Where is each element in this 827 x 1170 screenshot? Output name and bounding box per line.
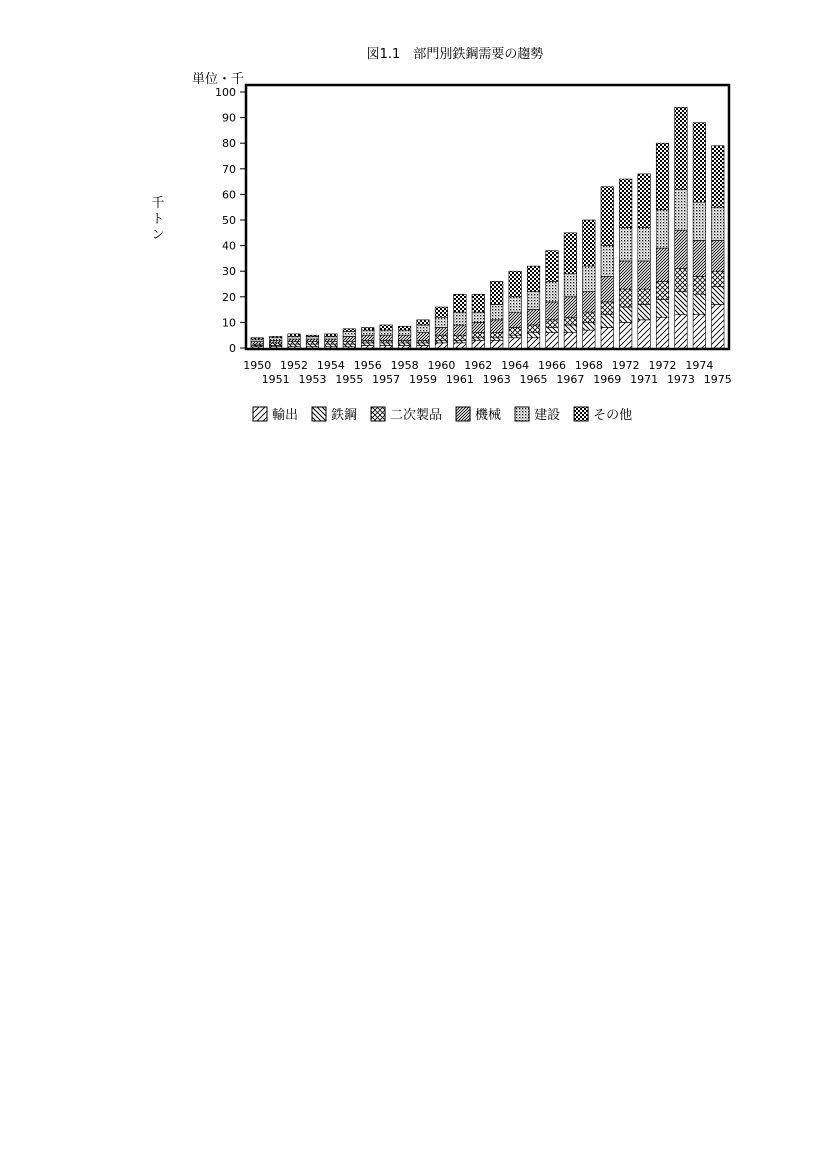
x-tick-label: 1968 [574, 359, 603, 372]
bar-segment [546, 328, 559, 333]
bar-stack-1960 [435, 307, 448, 348]
x-tick-label: 1950 [243, 359, 272, 372]
bar-stack-1970 [619, 179, 632, 348]
legend-swatch [371, 407, 385, 421]
bar-segment [288, 342, 301, 345]
bar-segment [417, 345, 430, 348]
x-tick-label: 1957 [372, 373, 401, 386]
bar-stack-1974 [693, 123, 706, 348]
bar-segment [693, 315, 706, 348]
bar-segment [712, 287, 725, 305]
legend-label: その他 [593, 408, 633, 423]
bar-segment [564, 233, 577, 274]
bar-stack-1955 [343, 329, 356, 348]
y-tick-label: 20 [222, 290, 236, 304]
bar-segment [472, 312, 485, 322]
bar-segment [251, 339, 264, 342]
bar-segment [675, 230, 688, 268]
bar-segment [564, 317, 577, 325]
bar-segment [398, 345, 411, 348]
bar-segment [361, 340, 374, 343]
bar-segment [454, 325, 467, 335]
bar-segment [380, 345, 393, 348]
legend-label: 鉄鋼 [331, 408, 358, 423]
y-tick-label: 50 [222, 214, 236, 227]
bar-segment [398, 343, 411, 346]
legend-swatch [515, 407, 529, 421]
bar-segment [583, 312, 596, 322]
bar-segment [619, 228, 632, 261]
legend-label: 輸出 [272, 408, 299, 423]
bar-segment [638, 261, 651, 289]
bar-stack-1950 [251, 338, 264, 348]
bar-segment [490, 333, 503, 338]
bar-segment [656, 143, 669, 210]
bar-stack-1973 [675, 107, 688, 348]
bar-segment [638, 304, 651, 319]
bar-segment [454, 335, 467, 340]
bar-stack-1959 [417, 320, 430, 348]
bar-segment [490, 320, 503, 333]
x-tick-label: 1972 [648, 359, 677, 372]
bar-segment [398, 340, 411, 343]
bar-segment [693, 276, 706, 294]
x-tick-label: 1969 [593, 373, 622, 386]
bar-segment [712, 271, 725, 286]
bar-segment [490, 281, 503, 304]
bars [251, 107, 724, 348]
bar-segment [546, 251, 559, 282]
bar-segment [472, 338, 485, 341]
bar-segment [638, 289, 651, 304]
bar-stack-1952 [288, 334, 301, 348]
bar-segment [325, 342, 338, 345]
bar-segment [527, 333, 540, 338]
y-tick-label: 60 [222, 188, 236, 202]
bar-stack-1958 [398, 326, 411, 348]
bar-segment [343, 342, 356, 345]
x-tick-label: 1960 [427, 359, 456, 372]
bar-segment [435, 335, 448, 340]
bar-segment [712, 240, 725, 271]
y-axis-label-char: ン [151, 228, 165, 243]
legend-item [574, 407, 632, 423]
legend-label: 機械 [475, 408, 502, 423]
bar-segment [361, 328, 374, 331]
bar-segment [435, 317, 448, 327]
bar-stack-1961 [454, 294, 467, 348]
bar-segment [638, 228, 651, 261]
bar-segment [583, 292, 596, 312]
bar-segment [638, 174, 651, 228]
bar-segment [288, 334, 301, 337]
bar-stack-1957 [380, 325, 393, 348]
bar-segment [527, 310, 540, 325]
bar-segment [583, 330, 596, 348]
bar-segment [712, 207, 725, 240]
bar-segment [509, 312, 522, 327]
bar-segment [564, 274, 577, 297]
x-axis [243, 359, 732, 386]
bar-segment [527, 266, 540, 292]
bar-stack-1975 [712, 146, 725, 348]
legend-item [456, 407, 501, 423]
bar-segment [527, 325, 540, 333]
bar-segment [454, 312, 467, 325]
bar-segment [398, 330, 411, 335]
bar-segment [601, 276, 614, 302]
bar-segment [325, 336, 338, 339]
bar-stack-1967 [564, 233, 577, 348]
bar-segment [417, 325, 430, 333]
stacked-bar-chart [0, 0, 827, 460]
bar-segment [619, 322, 632, 348]
bar-segment [693, 294, 706, 314]
bar-stack-1966 [546, 251, 559, 348]
bar-segment [380, 340, 393, 343]
bar-segment [417, 333, 430, 341]
bar-segment [472, 294, 485, 312]
bar-segment [509, 328, 522, 336]
bar-segment [509, 271, 522, 297]
bar-segment [361, 343, 374, 346]
bar-segment [693, 240, 706, 276]
bar-segment [306, 339, 319, 342]
bar-segment [251, 342, 264, 345]
bar-segment [325, 339, 338, 342]
bar-segment [601, 246, 614, 277]
bar-segment [490, 340, 503, 348]
bar-segment [638, 320, 651, 348]
bar-segment [619, 179, 632, 228]
bar-stack-1951 [269, 336, 282, 348]
bar-stack-1965 [527, 266, 540, 348]
bar-segment [656, 210, 669, 248]
x-tick-label: 1958 [390, 359, 419, 372]
bar-segment [601, 328, 614, 348]
bar-segment [361, 330, 374, 335]
bar-segment [564, 333, 577, 348]
bar-segment [656, 317, 669, 348]
x-tick-label: 1955 [335, 373, 364, 386]
bar-segment [509, 297, 522, 312]
bar-segment [288, 344, 301, 347]
y-tick-label: 80 [222, 137, 236, 151]
bar-segment [472, 322, 485, 332]
bar-segment [675, 292, 688, 315]
bar-segment [656, 248, 669, 281]
bar-segment [619, 289, 632, 307]
bar-segment [288, 336, 301, 339]
legend [253, 407, 632, 423]
bar-segment [343, 329, 356, 332]
bar-stack-1964 [509, 271, 522, 348]
bar-segment [527, 338, 540, 348]
bar-segment [712, 146, 725, 207]
bar-segment [693, 202, 706, 240]
bar-segment [454, 340, 467, 343]
x-tick-label: 1954 [316, 359, 345, 372]
bar-segment [601, 187, 614, 246]
bar-segment [306, 342, 319, 345]
x-tick-label: 1961 [445, 373, 474, 386]
y-axis-label-char: ト [151, 212, 165, 227]
bar-segment [656, 281, 669, 299]
x-tick-label: 1962 [464, 359, 493, 372]
bar-segment [546, 320, 559, 328]
bar-segment [693, 123, 706, 202]
bar-segment [619, 307, 632, 322]
x-tick-label: 1959 [409, 373, 438, 386]
x-tick-label: 1972 [611, 359, 640, 372]
bar-segment [675, 107, 688, 189]
legend-item [312, 407, 357, 423]
x-tick-label: 1973 [666, 373, 695, 386]
legend-label: 建設 [534, 408, 561, 423]
y-tick-label: 70 [222, 162, 236, 176]
legend-swatch [253, 407, 267, 421]
bar-segment [583, 220, 596, 266]
bar-segment [435, 340, 448, 343]
bar-segment [417, 343, 430, 346]
y-axis-label-char: 千 [151, 196, 165, 211]
bar-segment [343, 336, 356, 341]
bar-segment [712, 304, 725, 348]
bar-segment [398, 335, 411, 340]
bar-segment [546, 302, 559, 320]
bar-segment [398, 326, 411, 330]
bar-stack-1971 [638, 174, 651, 348]
x-tick-label: 1967 [556, 373, 585, 386]
bar-segment [380, 343, 393, 346]
bar-segment [583, 266, 596, 292]
legend-swatch [312, 407, 326, 421]
bar-segment [269, 340, 282, 343]
x-tick-label: 1956 [353, 359, 382, 372]
bar-segment [306, 335, 319, 336]
bar-stack-1956 [361, 328, 374, 348]
bar-segment [435, 343, 448, 348]
bar-segment [361, 335, 374, 340]
bar-segment [675, 315, 688, 348]
y-tick-label: 100 [215, 86, 236, 99]
bar-segment [343, 344, 356, 347]
bar-segment [675, 189, 688, 230]
bar-segment [675, 269, 688, 292]
bar-segment [251, 338, 264, 339]
x-tick-label: 1971 [630, 373, 659, 386]
bar-segment [509, 335, 522, 338]
bar-segment [527, 292, 540, 310]
bar-segment [380, 325, 393, 330]
bar-stack-1963 [490, 281, 503, 348]
bar-segment [288, 339, 301, 342]
unit-label: 単位・千 [192, 72, 245, 87]
bar-segment [601, 302, 614, 315]
bar-segment [619, 261, 632, 289]
bar-segment [269, 343, 282, 346]
y-axis [215, 86, 246, 355]
bar-segment [490, 304, 503, 319]
bar-segment [472, 333, 485, 338]
x-tick-label: 1964 [501, 359, 530, 372]
bar-segment [564, 297, 577, 317]
bar-segment [656, 299, 669, 317]
bar-stack-1972 [656, 143, 669, 348]
bar-segment [601, 315, 614, 328]
chart-title: 図1.1 部門別鉄鋼需要の趨勢 [366, 47, 544, 62]
bar-segment [361, 345, 374, 348]
x-tick-label: 1963 [482, 373, 511, 386]
bar-segment [490, 338, 503, 341]
legend-swatch [574, 407, 588, 421]
y-tick-label: 90 [222, 111, 236, 125]
bar-segment [546, 333, 559, 348]
bar-stack-1962 [472, 294, 485, 348]
y-tick-label: 40 [222, 239, 236, 253]
bar-segment [325, 334, 338, 337]
bar-segment [325, 344, 338, 347]
bar-stack-1969 [601, 187, 614, 348]
bar-segment [564, 325, 577, 333]
bar-segment [454, 343, 467, 348]
bar-segment [417, 340, 430, 343]
bar-segment [583, 322, 596, 330]
bar-segment [509, 338, 522, 348]
x-tick-label: 1952 [280, 359, 309, 372]
bar-segment [269, 336, 282, 337]
bar-segment [380, 330, 393, 335]
x-tick-label: 1975 [703, 373, 732, 386]
x-tick-label: 1953 [298, 373, 327, 386]
legend-item [515, 407, 560, 423]
y-tick-label: 30 [222, 265, 236, 279]
bar-segment [380, 335, 393, 340]
bar-segment [435, 328, 448, 336]
legend-label: 二次製品 [390, 408, 443, 423]
bar-segment [546, 281, 559, 301]
bar-stack-1968 [583, 220, 596, 348]
y-tick-label: 0 [229, 342, 236, 355]
legend-item [371, 407, 442, 423]
bar-segment [472, 340, 485, 348]
y-tick-label: 10 [222, 316, 236, 330]
bar-segment [306, 336, 319, 339]
bar-segment [269, 338, 282, 341]
bar-segment [306, 344, 319, 347]
bar-segment [417, 320, 430, 325]
bar-segment [343, 331, 356, 336]
x-tick-label: 1974 [685, 359, 714, 372]
y-axis-label [151, 196, 164, 243]
bar-stack-1954 [325, 334, 338, 348]
legend-item [253, 407, 298, 423]
bar-segment [435, 307, 448, 317]
x-tick-label: 1966 [537, 359, 566, 372]
x-tick-label: 1951 [261, 373, 290, 386]
bar-segment [454, 294, 467, 312]
bar-stack-1953 [306, 335, 319, 348]
legend-swatch [456, 407, 470, 421]
x-tick-label: 1965 [519, 373, 548, 386]
